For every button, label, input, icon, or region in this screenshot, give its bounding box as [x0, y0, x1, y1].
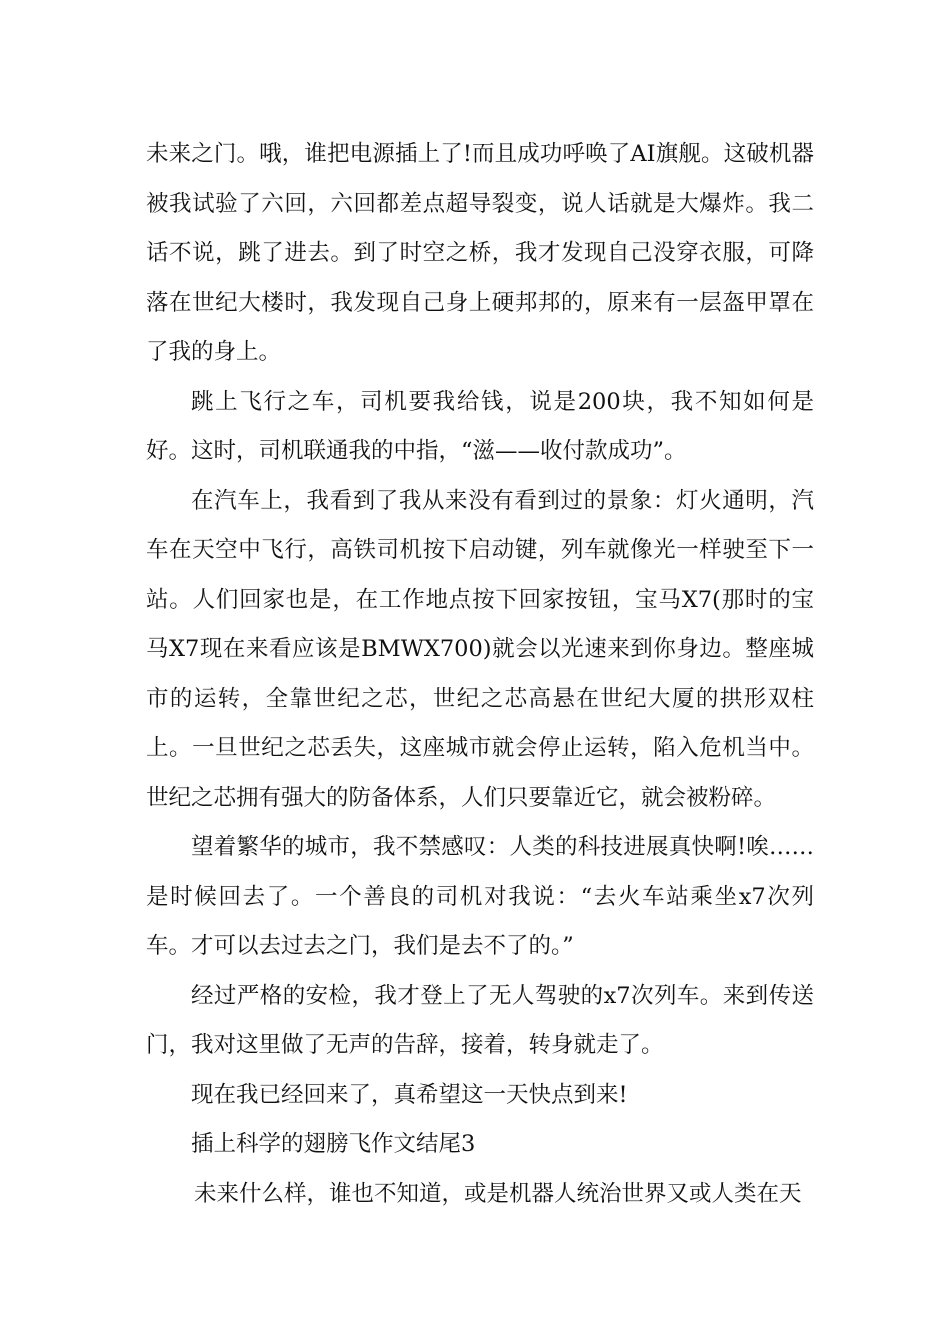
- paragraph-7: 未来什么样，谁也不知道，或是机器人统治世界又或人类在天: [194, 1180, 802, 1207]
- paragraph-6: 现在我已经回来了，真希望这一天快点到来!: [191, 1081, 628, 1108]
- paragraph-3: 在汽车上，我看到了我从来没有看到过的景象：灯火通明，汽车在天空中飞行，高铁司机按下启动键，列车就像光一样驶至下一站。人们回家也是，在工作地点按下回家按钮，宝马X7(那时的宝马X7现在来看应该是BMWX700)就会以光速来到你身边。整座城市的运转，全靠世纪之芯，世纪之芯高悬在世纪大厦的拱形双柱上。一旦世纪之芯丢失，这座城市就会停止运转，陷入危机当中。世纪之芯拥有强大的防备体系，人们只要靠近它，就会被粉碎。: [146, 487, 814, 811]
- paragraph-4: 望着繁华的城市，我不禁感叹：人类的科技进展真快啊!唉……是时候回去了。一个善良的司机对我说：“去火车站乘坐x7次列车。才可以去过去之门，我们是去不了的。”: [146, 834, 814, 959]
- paragraph-1: 未来之门。哦，谁把电源插上了!而且成功呼唤了AI旗舰。这破机器被我试验了六回，六回都差点超导裂变，说人话就是大爆炸。我二话不说，跳了进去。到了时空之桥，我才发现自己没穿衣服，可降落在世纪大楼时，我发现自己身上硬邦邦的，原来有一层盔甲罩在了我的身上。: [146, 141, 814, 365]
- paragraph-5: 经过严格的安检，我才登上了无人驾驶的x7次列车。来到传送门，我对这里做了无声的告辞，接着，转身就走了。: [146, 982, 814, 1058]
- section-heading: 插上科学的翅膀飞作文结尾3: [191, 1131, 476, 1157]
- paragraph-2: 跳上飞行之车，司机要我给钱，说是200块，我不知如何是好。这时，司机联通我的中指，“滋——收付款成功”。: [146, 388, 814, 464]
- document-body: [146, 130, 814, 1219]
